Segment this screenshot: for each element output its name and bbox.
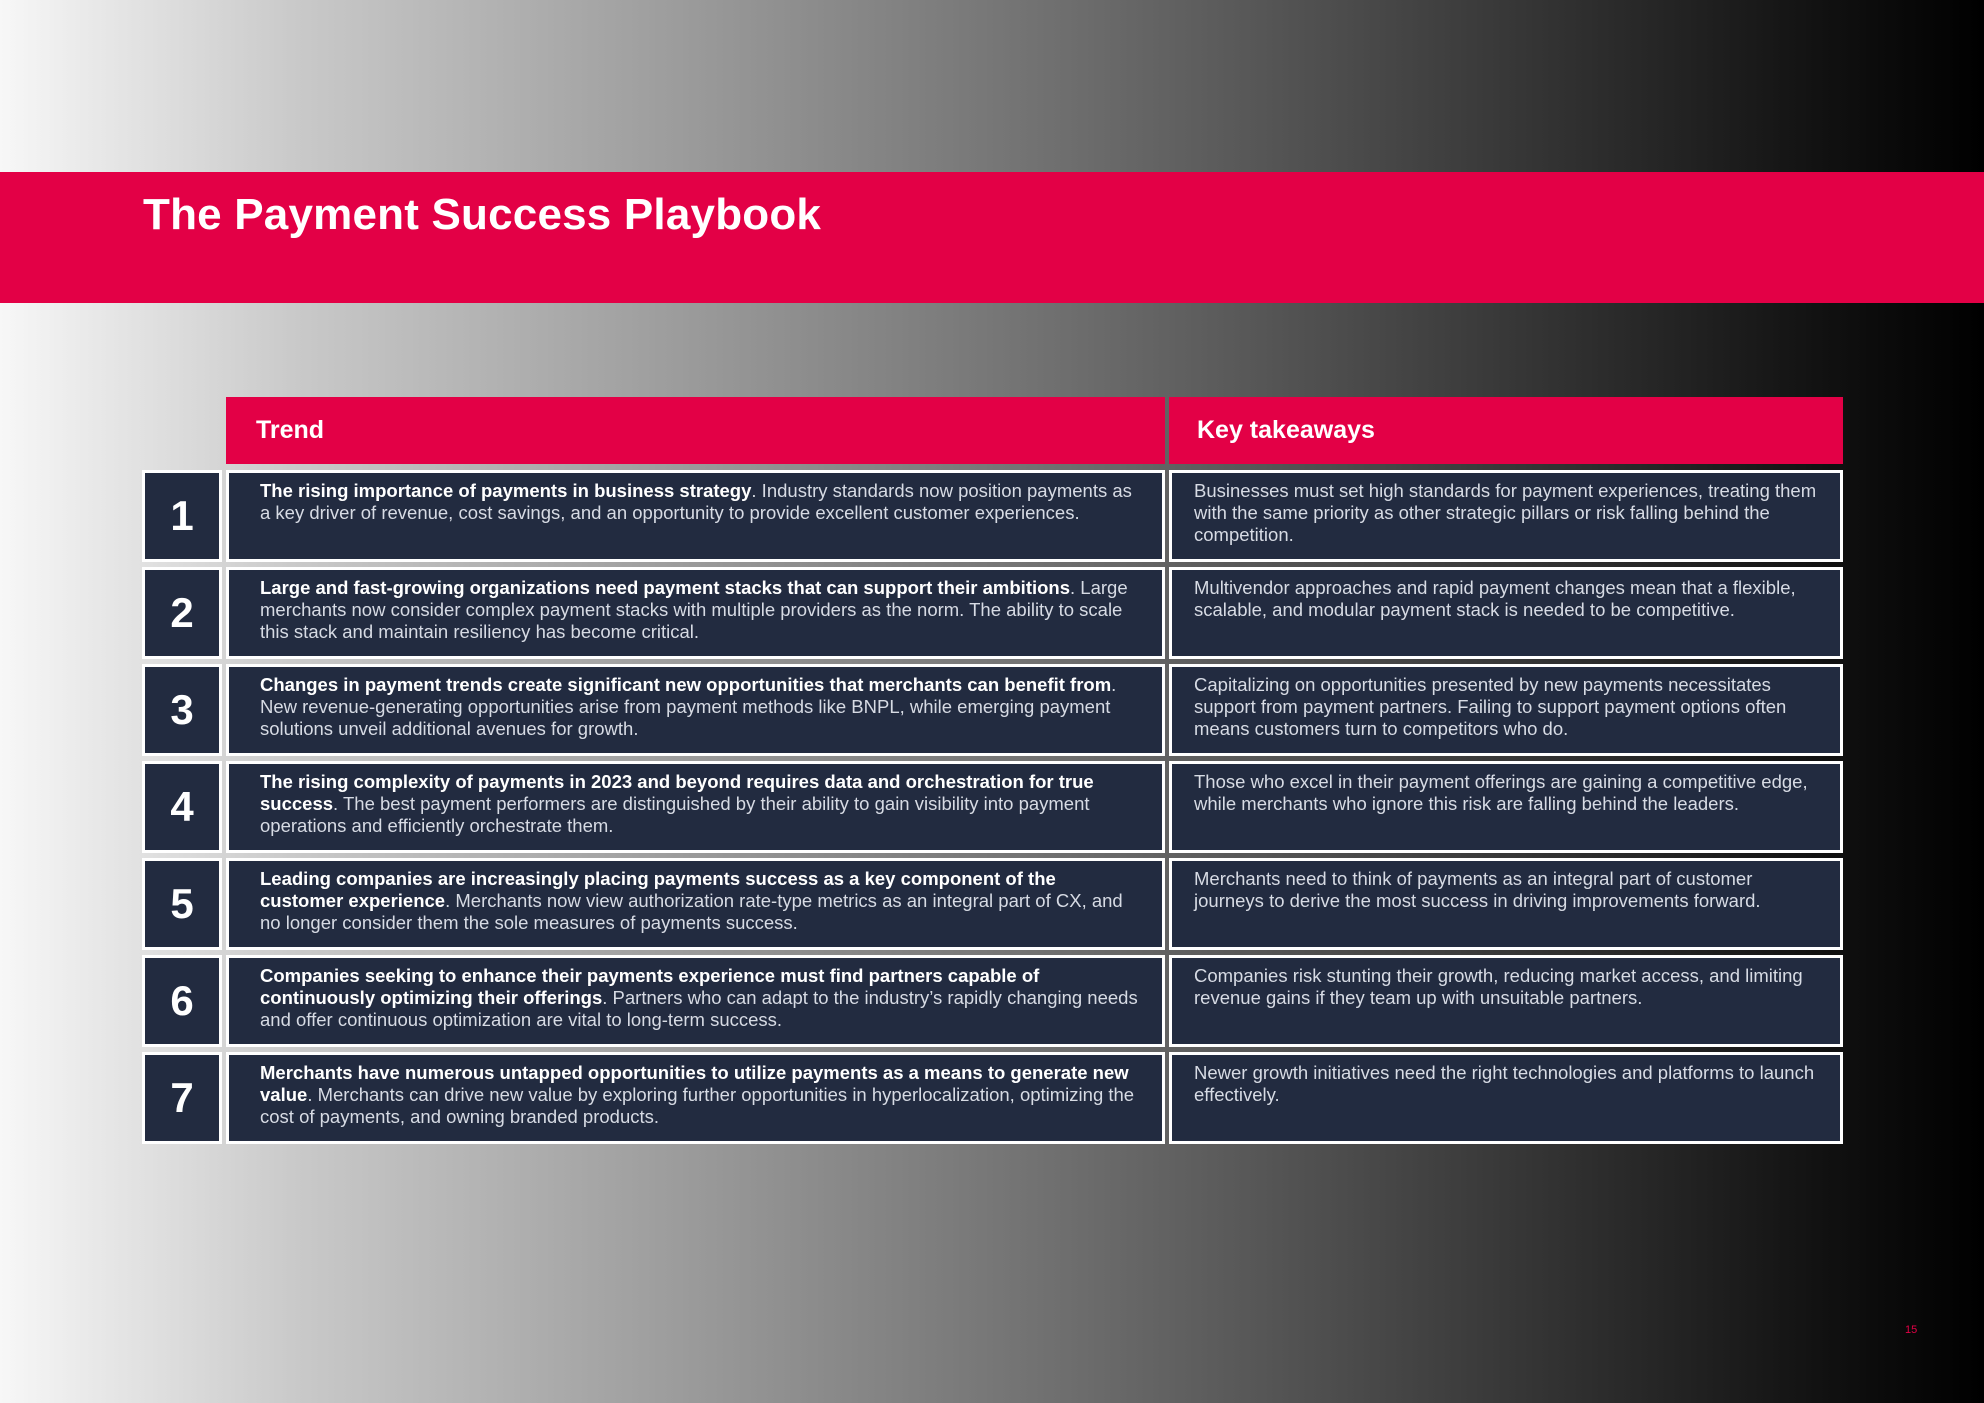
key-takeaway-cell: Newer growth initiatives need the right technologies and platforms to launch effectively. — [1169, 1052, 1843, 1144]
title-banner — [0, 172, 1984, 303]
row-number: 2 — [142, 567, 222, 659]
header-key-takeaways: Key takeaways — [1169, 397, 1843, 464]
key-takeaway-cell: Merchants need to think of payments as an integral part of customer journeys to derive the most success in driving improvements forward. — [1169, 858, 1843, 950]
key-takeaway-cell: Companies risk stunting their growth, reducing market access, and limiting revenue gains if they team up with unsuitable partners. — [1169, 955, 1843, 1047]
row-number: 1 — [142, 470, 222, 562]
trend-cell — [226, 955, 1165, 1047]
row-number: 4 — [142, 761, 222, 853]
trend-heading: Large and fast-growing organizations need payment stacks that can support their ambitions — [260, 577, 1071, 598]
trend-heading: Changes in payment trends create significant new opportunities that merchants can benefit from — [260, 674, 1112, 695]
trend-heading: The rising importance of payments in business strategy — [260, 480, 752, 501]
trend-description: . New revenue-generating opportunities arise from payment methods like BNPL, while emerging payment solutions unveil additional avenues for growth. — [260, 674, 1117, 739]
trend-cell — [226, 1052, 1165, 1144]
row-number: 6 — [142, 955, 222, 1047]
trend-heading: Leading companies are increasingly placing payments success as a key component of the customer experience — [260, 868, 1056, 911]
trend-cell — [226, 858, 1165, 950]
row-number: 5 — [142, 858, 222, 950]
trend-cell — [226, 470, 1165, 562]
trend-description: . Merchants now view authorization rate-type metrics as an integral part of CX, and no longer consider them the sole measures of payments success. — [260, 890, 1123, 933]
trend-description: . Merchants can drive new value by exploring further opportunities in hyperlocalization, optimizing the cost of payments, and owning branded products. — [260, 1084, 1135, 1127]
key-takeaway-cell: Multivendor approaches and rapid payment changes mean that a flexible, scalable, and modular payment stack is needed to be competitive. — [1169, 567, 1843, 659]
page-title: The Payment Success Playbook — [143, 190, 822, 239]
trend-heading: The rising complexity of payments in 2023 and beyond requires data and orchestration for true success — [260, 771, 1094, 814]
trend-description: . Industry standards now position payments as a key driver of revenue, cost savings, and an opportunity to provide excellent customer experiences. — [260, 480, 1132, 523]
row-number: 7 — [142, 1052, 222, 1144]
trend-description: . Partners who can adapt to the industry’s rapidly changing needs and offer continuous optimization are vital to long-term success. — [260, 987, 1138, 1030]
trend-cell — [226, 664, 1165, 756]
key-takeaway-cell: Those who excel in their payment offerings are gaining a competitive edge, while merchants who ignore this risk are falling behind the leaders. — [1169, 761, 1843, 853]
trend-description: . Large merchants now consider complex payment stacks with multiple providers as the norm. The ability to scale this stack and maintain resiliency has become critical. — [260, 577, 1128, 642]
key-takeaway-cell: Businesses must set high standards for payment experiences, treating them with the same priority as other strategic pillars or risk falling behind the competition. — [1169, 470, 1843, 562]
key-takeaway-cell: Capitalizing on opportunities presented by new payments necessitates support from payment partners. Failing to support payment options often means customers turn to competitors who do. — [1169, 664, 1843, 756]
trend-heading: Companies seeking to enhance their payments experience must find partners capable of continuously optimizing their offerings — [260, 965, 1040, 1008]
trend-cell — [226, 761, 1165, 853]
trend-cell — [226, 567, 1165, 659]
header-trend: Trend — [226, 397, 1165, 464]
trend-heading: Merchants have numerous untapped opportunities to utilize payments as a means to generate new value — [260, 1062, 1129, 1105]
row-number: 3 — [142, 664, 222, 756]
trend-description: . The best payment performers are distinguished by their ability to gain visibility into payment operations and efficiently orchestrate them. — [260, 793, 1090, 836]
page-number: 15 — [1905, 1324, 1918, 1336]
